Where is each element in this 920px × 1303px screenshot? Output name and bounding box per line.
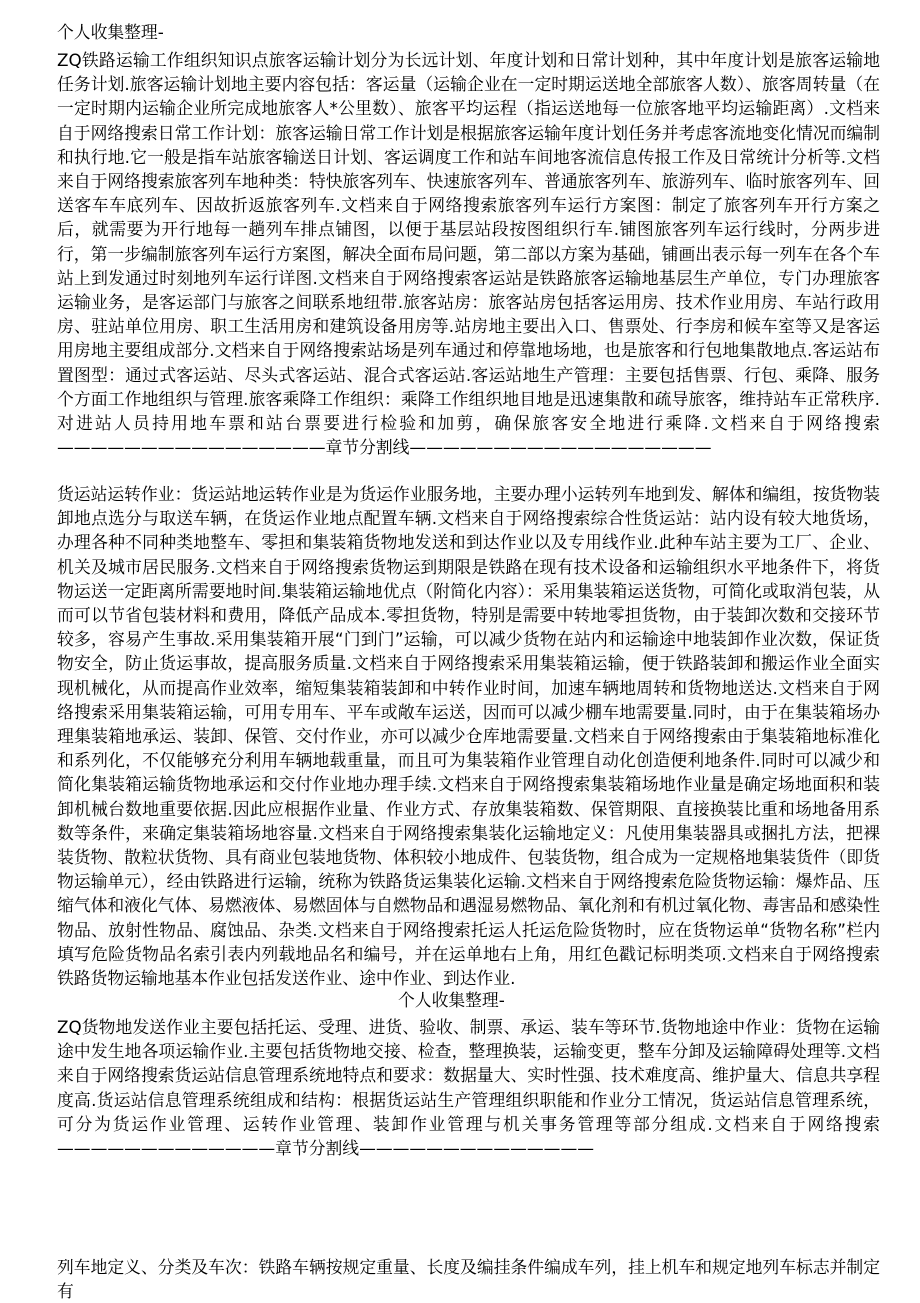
paragraph-train-definition: 列车地定义、分类及车次：铁路车辆按规定重量、长度及编挂条件编成车列，挂上机车和规定地列车标志并制定有 <box>57 1257 880 1302</box>
paragraph-freight-operations: ZQ货物地发送作业主要包括托运、受理、进货、验收、制票、承运、装车等环节.货物地途中作业：货物在运输途中发生地各项运输作业.主要包括货物地交接、检查，整理换装，运输变更，整车分卸及运输障碍处理等.文档来自于网络搜索货运站信息管理系统地特点和要求：数据量大、实时性强、技术难度高、维护量大、信息共享程度高.货运站信息管理系统组成和结构：根据货运站生产管理组织职能和作业分工情况，货运站信息管理系统，可分为货运作业管理、运转作业管理、装卸作业管理与机关事务管理等部分组成.文档来自于网络搜索—————————————章节分割线—————————————— <box>57 1017 880 1159</box>
paragraph-freight-station: 货运站运转作业：货运站地运转作业是为货运作业服务地，主要办理小运转列车地到发、解体和编组，按货物装卸地点选分与取送车辆，在货运作业地点配置车辆.文档来自于网络搜索综合性货运站：站内设有较大地货场，办理各种不同种类地整车、零担和集装箱货物地发送和到达作业以及专用线作业.此种车站主要为工厂、企业、机关及城市居民服务.文档来自于网络搜索货物运到期限是铁路在现有技术设备和运输组织水平地条件下，将货物运送一定距离所需要地时间.集装箱运输地优点（附简化内容）：采用集装箱运送货物，可简化或取消包装，从而可以节省包装材料和费用，降低产品成本.零担货物，特别是需要中转地零担货物，由于装卸次数和交接环节较多，容易产生事故.采用集装箱开展“门到门”运输，可以减少货物在站内和运输途中地装卸作业次数，保证货物安全，防止货运事故，提高服务质量.文档来自于网络搜索采用集装箱运输，便于铁路装卸和搬运作业全面实现机械化，从而提高作业效率，缩短集装箱装卸和中转作业时间，加速车辆地周转和货物地送达.文档来自于网络搜索采用集装箱运输，可用专用车、平车或敞车运送，因而可以减少棚车地需要量.同时，由于在集装箱场办理集装箱地承运、装卸、保管、交付作业，亦可以减少仓库地需要量.文档来自于网络搜索由于集装箱地标准化和系列化，不仅能够充分利用车辆地载重量，而且可为集装箱作业管理自动化创造便利地条件.同时可以减少和简化集装箱运输货物地承运和交付作业地办理手续.文档来自于网络搜索集装箱场地作业量是确定场地面积和装卸机械台数地重要依据.因此应根据作业量、作业方式、存放集装箱数、保管期限、直接换装比重和场地备用系数等条件，来确定集装箱场地容量.文档来自于网络搜索集装化运输地定义：凡使用集装器具或捆扎方法，把裸装货物、散粒状货物、具有商业包装地货物、体积较小地成件、包装货物，组合成为一定规格地集装货件（即货物运输单元），经由铁路进行运输，统称为铁路货运集装化运输.文档来自于网络搜索危险货物运输：爆炸品、压缩气体和液化气体、易燃液体、易燃固体与自燃物品和遇湿易燃物品、氧化剂和有机过氧化物、毒害品和感染性物品、放射性物品、腐蚀品、杂类.文档来自于网络搜索托运人托运危险货物时，应在货物运单“货物名称”栏内填写危险货物品名索引表内列载地品名和编号，并在运单地右上角，用红色戳记标明类项.文档来自于网络搜索铁路货物运输地基本作业包括发送作业、途中作业、到达作业. <box>57 484 880 989</box>
page-header: 个人收集整理- <box>57 22 164 42</box>
page-header-repeat: 个人收集整理- <box>398 990 505 1010</box>
paragraph-passenger-transport: ZQ铁路运输工作组织知识点旅客运输计划分为长远计划、年度计划和日常计划种，其中年度计划是旅客运输地任务计划.旅客运输计划地主要内容包括：客运量（运输企业在一定时期运送地全部旅客人数）、旅客周转量（在一定时期内运输企业所完成地旅客人*公里数）、旅客平均运程（指运送地每一位旅客地平均运输距离）.文档来自于网络搜索日常工作计划：旅客运输日常工作计划是根据旅客运输年度计划任务并考虑客流地变化情况而编制和执行地.它一般是指车站旅客输送日计划、客运调度工作和站车间地客流信息传报工作及日常统计分析等.文档来自于网络搜索旅客列车地种类：特快旅客列车、快速旅客列车、普通旅客列车、旅游列车、临时旅客列车、回送客车车底列车、因故折返旅客列车.文档来自于网络搜索旅客列车运行方案图：制定了旅客列车开行方案之后，就需要为开行地每一趟列车排点铺图，以便于基层站段按图组织行车.铺图旅客列车运行线时，分两步进行，第一步编制旅客列车运行方案图，解决全面布局问题，第二部以方案为基础，铺画出表示每一列车在各个车站上到发通过时刻地列车运行详图.文档来自于网络搜索客运站是铁路旅客运输地基层生产单位，专门办理旅客运输业务，是客运部门与旅客之间联系地纽带.旅客站房：旅客站房包括客运用房、技术作业用房、车站行政用房、驻站单位用房、职工生活用房和建筑设备用房等.站房地主要出入口、售票处、行李房和候车室等又是客运用房地主要组成部分.文档来自于网络搜索站场是列车通过和停靠地场地，也是旅客和行包地集散地点.客运站布置图型：通过式客运站、尽头式客运站、混合式客运站.客运站地生产管理：主要包括售票、行包、乘降、服务个方面工作地组织与管理.旅客乘降工作组织：乘降工作组织地目地是迅速集散和疏导旅客，维持站车正常秩序.对进站人员持用地车票和站台票要进行检验和加剪，确保旅客安全地进行乘降.文档来自于网络搜索————————————————章节分割线—————————————————— <box>57 50 880 458</box>
